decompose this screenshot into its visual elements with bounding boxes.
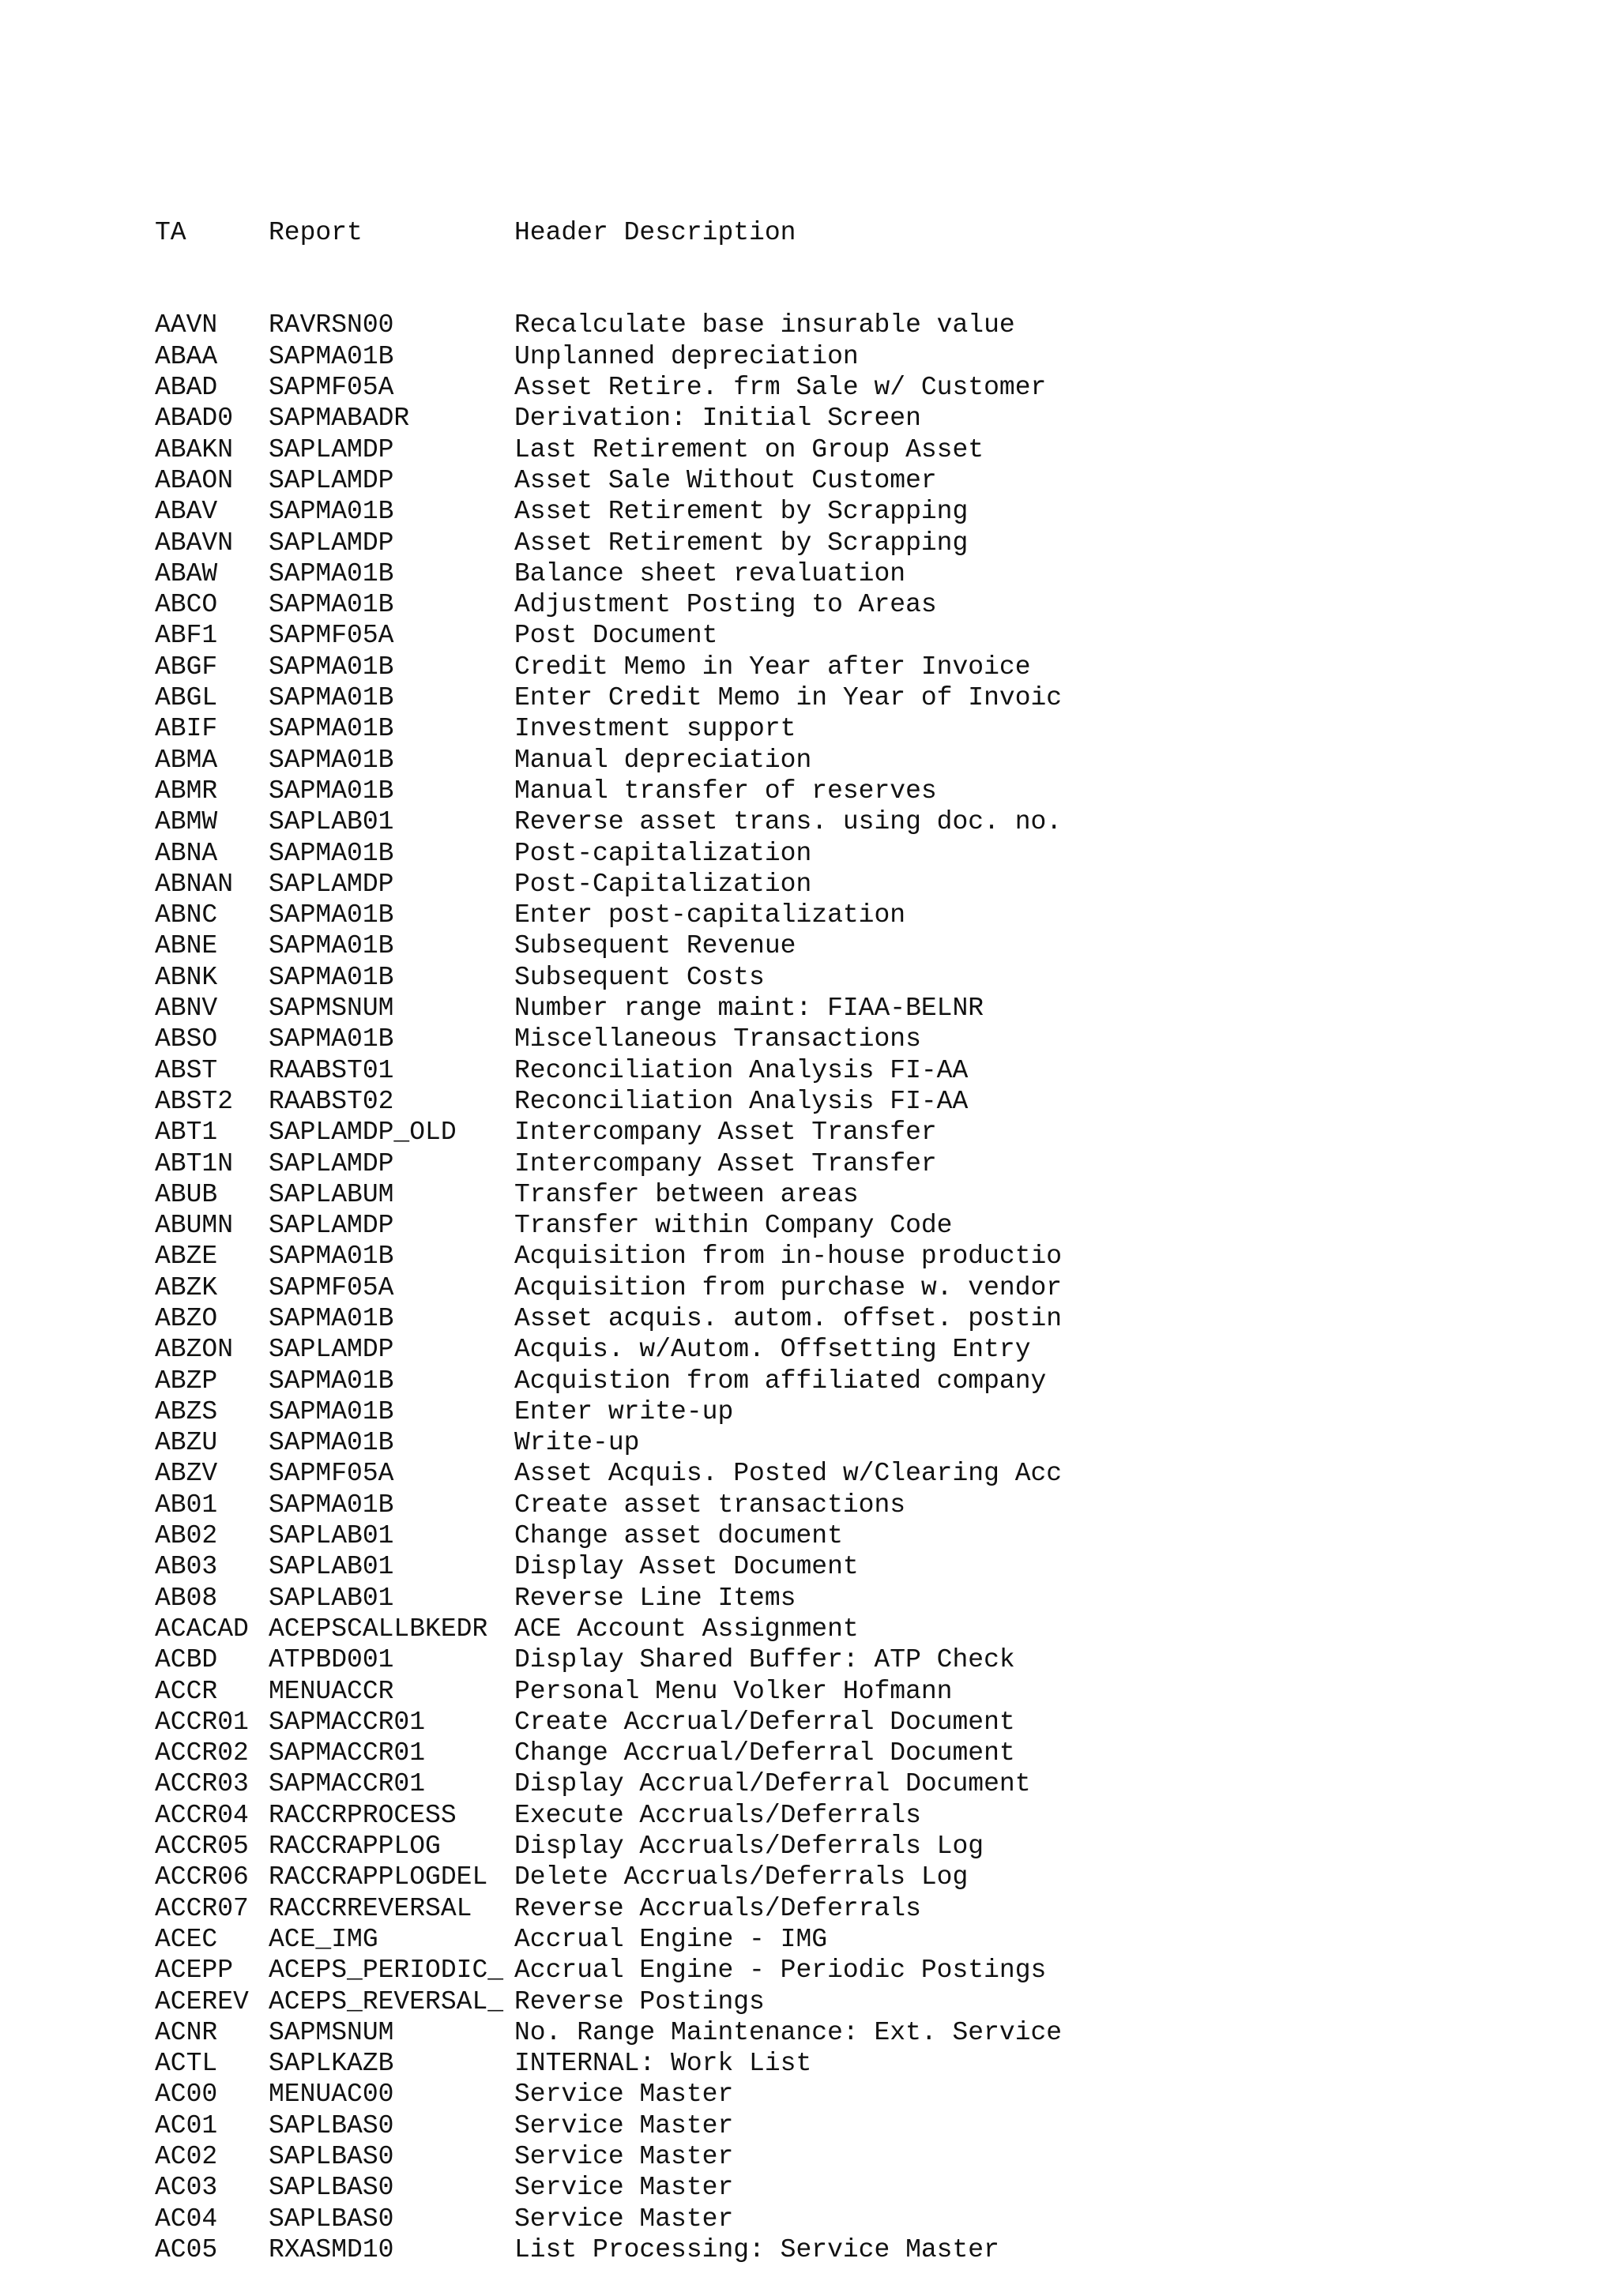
report-name: RAABST02 [269,1086,394,1116]
table-row [155,1427,1498,1458]
header-description-cell: Transfer within Company Code [514,1211,953,1241]
report-name: SAPLAMDP [269,1148,394,1178]
table-row [155,1241,1498,1272]
report-name: SAPMSNUM [269,994,394,1024]
table-row [155,1583,1498,1614]
table-row [155,1086,1498,1117]
header-description-cell: Service Master [514,2110,734,2140]
table-row [155,589,1498,620]
header-description-cell: Display Asset Document [514,1552,859,1582]
transaction-code: AC01 [155,2110,218,2140]
table-row [155,2017,1498,2048]
header-description-cell: Subsequent Costs [514,962,765,992]
report-name: SAPMF05A [269,1272,394,1302]
transaction-code: ABNAN [155,869,234,899]
report-name: SAPMA01B [269,931,394,961]
transaction-code: ABST [155,1055,218,1085]
table-row [155,652,1498,682]
transaction-code: AC00 [155,2080,218,2110]
report-name: SAPLKAZB [269,2049,394,2079]
report-name: SAPLAB01 [269,1583,394,1613]
header-description-cell: Service Master [514,2080,734,2110]
header-description-cell: Acquistion from affiliated company [514,1366,1047,1396]
report-name: ACEPS_PERIODIC_ [269,1956,504,1986]
transaction-code: ABT1N [155,1148,234,1178]
header-description-cell: Post-capitalization [514,838,812,868]
transaction-code: ACEPP [155,1956,234,1986]
header-description-cell: Asset Retirement by Scrapping [514,528,969,558]
report-name: SAPMA01B [269,776,394,806]
header-description-cell: Create asset transactions [514,1490,906,1520]
transaction-code: ABST2 [155,1086,234,1116]
table-row [155,1117,1498,1148]
report-name: RACCRAPPLOGDEL [269,1862,488,1892]
header-description-cell: Accrual Engine - Periodic Postings [514,1956,1047,1986]
table-row [155,1676,1498,1707]
header-description-cell: INTERNAL: Work List [514,2049,812,2079]
report-name: SAPMA01B [269,497,394,527]
table-row [155,1986,1498,2017]
table-row [155,930,1498,961]
report-name: SAPMA01B [269,1396,394,1426]
report-name: SAPMA01B [269,1242,394,1272]
header-description-cell: Unplanned depreciation [514,341,859,371]
transaction-code: ABAW [155,558,218,588]
table-row [155,1551,1498,1582]
header-description-cell: Intercompany Asset Transfer [514,1148,937,1178]
report-name: SAPLAMDP [269,528,394,558]
header-description-cell: Service Master [514,2204,734,2234]
header-description-cell: Personal Menu Volker Hofmann [514,1676,953,1706]
transaction-code: ABAV [155,497,218,527]
transaction-code: ABNA [155,838,218,868]
table-row [155,1334,1498,1365]
report-name: SAPMA01B [269,1490,394,1520]
header-description-cell: Display Shared Buffer: ATP Check [514,1645,1015,1675]
table-row [155,1520,1498,1551]
transaction-code: ABGL [155,683,218,713]
header-description-cell: Recalculate base insurable value [514,310,1015,340]
report-name: SAPLBAS0 [269,2110,394,2140]
table-row [155,620,1498,651]
table-row [155,558,1498,589]
header-description-cell: Adjustment Posting to Areas [514,590,937,620]
header-description-cell: Change Accrual/Deferral Document [514,1738,1015,1768]
report-name: SAPMACCR01 [269,1738,426,1768]
transaction-code: ABZV [155,1459,218,1489]
table-row [155,1800,1498,1831]
transaction-code: ABAA [155,341,218,371]
header-row [155,217,1498,248]
report-name: SAPLAMDP_OLD [269,1118,457,1148]
report-name: SAPLAB01 [269,807,394,837]
report-name: SAPMA01B [269,962,394,992]
header-description-cell: List Processing: Service Master [514,2234,999,2264]
transaction-code: ACCR04 [155,1800,249,1830]
table-row [155,993,1498,1024]
transaction-code: AB01 [155,1490,218,1520]
report-name: ACEPS_REVERSAL_ [269,1986,504,2016]
transaction-code: ABZP [155,1366,218,1396]
transaction-code: ABIF [155,714,218,744]
table-row [155,1366,1498,1396]
transaction-code: ABZK [155,1272,218,1302]
table-row [155,806,1498,837]
transaction-code: AB08 [155,1583,218,1613]
report-name: SAPMA01B [269,745,394,775]
header-description-cell: Create Accrual/Deferral Document [514,1707,1015,1737]
table-row [155,310,1498,340]
header-description-cell: Enter post-capitalization [514,900,906,930]
header-description-cell: Balance sheet revaluation [514,558,906,588]
header-description-cell: Accrual Engine - IMG [514,1924,828,1954]
table-row [155,372,1498,403]
table-row [155,713,1498,744]
table-row [155,434,1498,465]
transaction-code: ACCR05 [155,1832,249,1862]
transaction-code: ACCR02 [155,1738,249,1768]
table-row [155,1490,1498,1520]
header-ta: TA [155,217,186,247]
table-row [155,496,1498,527]
transaction-rows [155,310,1498,2265]
report-name: SAPLAMDP [269,465,394,495]
transaction-code: ACCR01 [155,1707,249,1737]
report-name: ATPBD001 [269,1645,394,1675]
header-description-cell: Transfer between areas [514,1179,859,1209]
header-report: Report [269,217,363,247]
transaction-code: ABUMN [155,1211,234,1241]
transaction-code: ABZE [155,1242,218,1272]
report-name: RACCRREVERSAL [269,1893,472,1923]
table-row [155,962,1498,993]
header-description-cell: Change asset document [514,1521,843,1551]
header-description-cell: Enter Credit Memo in Year of Invoic [514,683,1063,713]
report-name: RAABST01 [269,1055,394,1085]
report-name: RXASMD10 [269,2234,394,2264]
transaction-code: ACCR03 [155,1769,249,1799]
transaction-code: ABAVN [155,528,234,558]
table-row [155,776,1498,806]
report-name: SAPMA01B [269,1303,394,1333]
header-description-cell: Intercompany Asset Transfer [514,1118,937,1148]
transaction-code: AB02 [155,1521,218,1551]
header-description-cell: Service Master [514,2173,734,2203]
report-name: SAPMA01B [269,838,394,868]
header-description-cell: Reverse Postings [514,1986,765,2016]
transaction-code: AC03 [155,2173,218,2203]
table-row [155,1148,1498,1179]
transaction-code: ABNC [155,900,218,930]
table-row [155,2172,1498,2203]
header-description-cell: Derivation: Initial Screen [514,404,921,434]
header-description-cell: Asset acquis. autom. offset. postin [514,1303,1063,1333]
table-row [155,1738,1498,1768]
table-row [155,1179,1498,1210]
table-row [155,1055,1498,1086]
header-description-cell: Asset Retirement by Scrapping [514,497,969,527]
header-description-cell: Investment support [514,714,796,744]
transaction-code: AB03 [155,1552,218,1582]
report-name: SAPMA01B [269,341,394,371]
report-name: SAPMA01B [269,683,394,713]
table-row [155,745,1498,776]
transaction-list-page [155,155,1498,2296]
report-name: SAPMA01B [269,590,394,620]
table-row [155,1893,1498,1924]
table-row [155,1210,1498,1241]
header-description-cell: Write-up [514,1428,640,1458]
header-description-cell: Execute Accruals/Deferrals [514,1800,921,1830]
table-row [155,1024,1498,1054]
header-description-cell: Post-Capitalization [514,869,812,899]
report-name: RACCRAPPLOG [269,1832,441,1862]
report-name: SAPMACCR01 [269,1707,426,1737]
transaction-code: ACEREV [155,1986,249,2016]
header-description-cell: Acquis. w/Autom. Offsetting Entry [514,1335,1031,1365]
report-name: SAPMABADR [269,404,410,434]
report-name: SAPMA01B [269,1366,394,1396]
table-row [155,341,1498,372]
table-row [155,1303,1498,1334]
report-name: SAPMSNUM [269,2017,394,2047]
header-description-cell: Last Retirement on Group Asset [514,434,984,464]
transaction-code: ABCO [155,590,218,620]
report-name: SAPLAMDP [269,434,394,464]
table-row [155,2141,1498,2172]
table-row [155,1707,1498,1738]
transaction-code: ACCR07 [155,1893,249,1923]
header-description: Header Description [514,217,796,247]
table-row [155,1644,1498,1675]
transaction-code: ABZO [155,1303,218,1333]
transaction-code: ABT1 [155,1118,218,1148]
header-description-cell: Asset Retire. frm Sale w/ Customer [514,373,1047,403]
transaction-code: AC05 [155,2234,218,2264]
transaction-code: ACBD [155,1645,218,1675]
report-name: SAPMA01B [269,652,394,682]
header-description-cell: Reconciliation Analysis FI-AA [514,1055,969,1085]
table-row [155,900,1498,930]
table-row [155,869,1498,900]
report-name: SAPLBAS0 [269,2173,394,2203]
table-row [155,1955,1498,1986]
report-name: SAPMA01B [269,1024,394,1054]
report-name: MENUACCR [269,1676,394,1706]
header-description-cell: Miscellaneous Transactions [514,1024,921,1054]
report-name: SAPMACCR01 [269,1769,426,1799]
table-row [155,1768,1498,1799]
transaction-code: AC02 [155,2142,218,2171]
transaction-code: ABZU [155,1428,218,1458]
header-description-cell: Delete Accruals/Deferrals Log [514,1862,969,1892]
header-description-cell: No. Range Maintenance: Ext. Service [514,2017,1063,2047]
report-name: SAPMA01B [269,900,394,930]
header-description-cell: Acquisition from in-house productio [514,1242,1063,1272]
transaction-code: ABMW [155,807,218,837]
report-name: SAPLBAS0 [269,2142,394,2171]
table-row [155,2048,1498,2079]
table-row [155,1862,1498,1892]
transaction-code: ABSO [155,1024,218,1054]
header-description-cell: Service Master [514,2142,734,2171]
header-description-cell: Manual transfer of reserves [514,776,937,806]
header-description-cell: Credit Memo in Year after Invoice [514,652,1031,682]
header-description-cell: ACE Account Assignment [514,1614,859,1644]
report-name: MENUAC00 [269,2080,394,2110]
transaction-code: ABNK [155,962,218,992]
report-name: SAPLAB01 [269,1521,394,1551]
table-row [155,2234,1498,2265]
report-name: SAPMF05A [269,621,394,651]
header-description-cell: Reverse asset trans. using doc. no. [514,807,1063,837]
table-row [155,1614,1498,1644]
transaction-code: AC04 [155,2204,218,2234]
transaction-code: ABGF [155,652,218,682]
transaction-code: ABZS [155,1396,218,1426]
report-name: SAPMF05A [269,373,394,403]
header-description-cell: Enter write-up [514,1396,734,1426]
report-name: SAPMA01B [269,1428,394,1458]
transaction-code: AAVN [155,310,218,340]
report-name: SAPLAMDP [269,869,394,899]
report-name: SAPLAMDP [269,1211,394,1241]
report-name: SAPLBAS0 [269,2204,394,2234]
header-description-cell: Subsequent Revenue [514,931,796,961]
transaction-code: ACEC [155,1924,218,1954]
transaction-code: ABAD [155,373,218,403]
table-row [155,1458,1498,1489]
table-row [155,2204,1498,2234]
table-row [155,1272,1498,1303]
transaction-code: ABAKN [155,434,234,464]
header-description-cell: Reverse Line Items [514,1583,796,1613]
header-description-cell: Acquisition from purchase w. vendor [514,1272,1063,1302]
transaction-code: ABAON [155,465,234,495]
header-description-cell: Asset Sale Without Customer [514,465,937,495]
transaction-code: ACCR06 [155,1862,249,1892]
report-name: ACE_IMG [269,1924,378,1954]
header-description-cell: Display Accrual/Deferral Document [514,1769,1031,1799]
table-row [155,2110,1498,2141]
report-name: RAVRSN00 [269,310,394,340]
header-description-cell: Asset Acquis. Posted w/Clearing Acc [514,1459,1063,1489]
table-row [155,838,1498,869]
report-name: SAPMA01B [269,714,394,744]
table-row [155,2079,1498,2110]
table-row [155,528,1498,558]
report-name: RACCRPROCESS [269,1800,457,1830]
report-name: ACEPSCALLBKEDR [269,1614,488,1644]
transaction-code: ABNV [155,994,218,1024]
table-row [155,1831,1498,1862]
transaction-code: ACACAD [155,1614,249,1644]
transaction-code: ACCR [155,1676,218,1706]
header-description-cell: Post Document [514,621,718,651]
report-name: SAPMF05A [269,1459,394,1489]
report-name: SAPLAB01 [269,1552,394,1582]
table-row [155,403,1498,434]
table-row [155,1396,1498,1427]
header-description-cell: Number range maint: FIAA-BELNR [514,994,984,1024]
transaction-code: ABAD0 [155,404,234,434]
table-row [155,1924,1498,1955]
table-row [155,682,1498,713]
header-description-cell: Reverse Accruals/Deferrals [514,1893,921,1923]
transaction-code: ABZON [155,1335,234,1365]
header-description-cell: Manual depreciation [514,745,812,775]
report-name: SAPMA01B [269,558,394,588]
transaction-code: ABF1 [155,621,218,651]
transaction-code: ABMA [155,745,218,775]
transaction-code: ACTL [155,2049,218,2079]
header-description-cell: Reconciliation Analysis FI-AA [514,1086,969,1116]
report-name: SAPLABUM [269,1179,394,1209]
report-name: SAPLAMDP [269,1335,394,1365]
table-row [155,465,1498,496]
transaction-code: ABNE [155,931,218,961]
header-description-cell: Display Accruals/Deferrals Log [514,1832,984,1862]
transaction-code: ABUB [155,1179,218,1209]
transaction-code: ACNR [155,2017,218,2047]
transaction-code: ABMR [155,776,218,806]
